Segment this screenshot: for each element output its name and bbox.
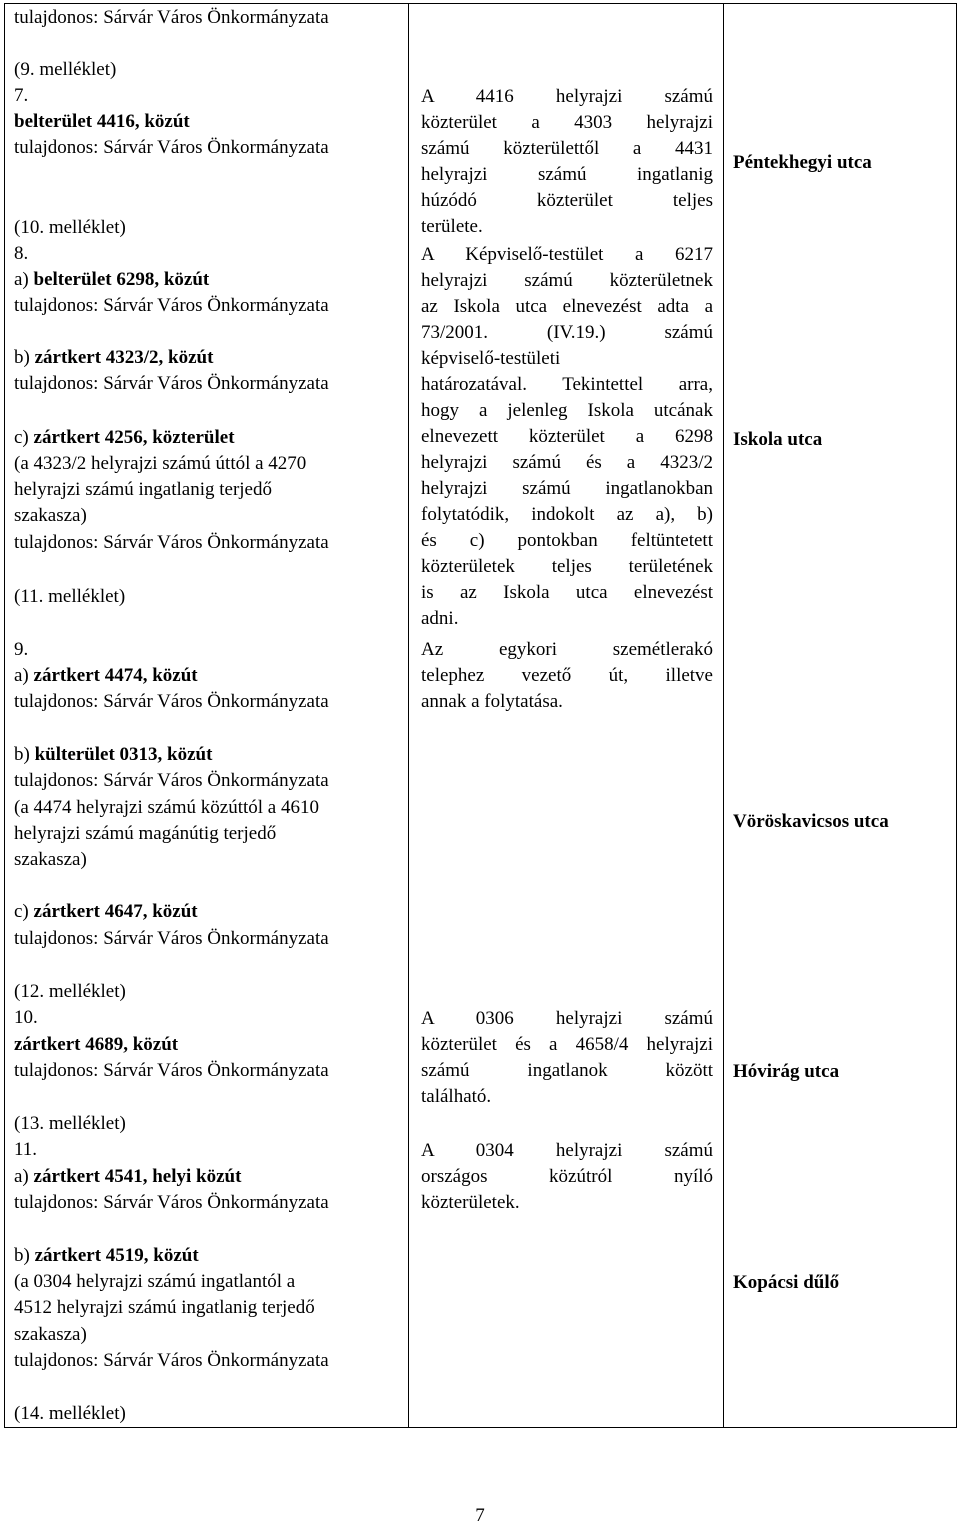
parcel-line: c) zártkert 4647, közút [14,901,198,922]
section-description: helyrajzi számú ingatlanig terjedő [14,479,272,500]
parcel-line: a) belterület 6298, közút [14,269,210,290]
parcel-line: b) zártkert 4519, közút [14,1245,199,1266]
paragraph-line: húzódó közterület teljes [421,190,713,211]
paragraph-line: annak a folytatása. [421,691,563,712]
paragraph-line: adni. [421,608,459,629]
owner-line: tulajdonos: Sárvár Város Önkormányzata [14,295,329,316]
justification-paragraph [421,637,713,715]
paragraph-line: hogy a jelenleg Iskola utcának [421,400,713,421]
owner-line: tulajdonos: Sárvár Város Önkormányzata [14,1350,329,1371]
table-border-right [956,3,957,1428]
paragraph-line: A Képviselő-testület a 6217 [421,244,713,265]
paragraph-line: képviselő-testületi [421,348,561,369]
paragraph-line: közterületek teljes területének [421,556,713,577]
paragraph-line: helyrajzi számú és a 4323/2 [421,452,713,473]
paragraph-line: közterületek. [421,1192,520,1213]
parcel-line: belterület 4416, közút [14,111,190,132]
street-name: Kopácsi dűlő [733,1272,840,1293]
justification-paragraph [421,84,713,240]
owner-line: tulajdonos: Sárvár Város Önkormányzata [14,137,329,158]
owner-line: tulajdonos: Sárvár Város Önkormányzata [14,1060,329,1081]
item-number: 9. [14,639,29,660]
justification-paragraph [421,1138,713,1216]
annex-ref: (9. melléklet) [14,59,117,80]
parcel-line: a) zártkert 4474, közút [14,665,198,686]
paragraph-line: Az egykori szemétlerakó [421,639,713,660]
owner-line: tulajdonos: Sárvár Város Önkormányzata [14,770,329,791]
paragraph-line: is az Iskola utca elnevezést [421,582,713,603]
item-number: 7. [14,85,29,106]
paragraph-line: az Iskola utca elnevezést adta a [421,296,713,317]
street-name: Péntekhegyi utca [733,152,872,173]
justification-paragraph [421,1006,713,1110]
item-number: 10. [14,1007,38,1028]
column-divider-1 [408,3,409,1428]
annex-ref: (12. melléklet) [14,981,126,1002]
table-border-bottom [4,1427,957,1428]
paragraph-line: A 0306 helyrajzi számú [421,1008,713,1029]
paragraph-line: 73/2001. (IV.19.) számú [421,322,713,343]
paragraph-line: közterület és a 4658/4 helyrajzi [421,1034,713,1055]
owner-line: tulajdonos: Sárvár Város Önkormányzata [14,7,329,28]
parcel-line: b) külterület 0313, közút [14,744,213,765]
street-name: Hóvirág utca [733,1061,840,1082]
annex-ref: (14. melléklet) [14,1403,126,1424]
street-name: Iskola utca [733,429,823,450]
column-divider-2 [723,3,724,1428]
section-description: (a 4323/2 helyrajzi számú úttól a 4270 [14,453,307,474]
owner-line: tulajdonos: Sárvár Város Önkormányzata [14,532,329,553]
paragraph-line: helyrajzi számú ingatlanokban [421,478,713,499]
section-description: szakasza) [14,849,87,870]
section-description: (a 4474 helyrajzi számú közúttól a 4610 [14,797,319,818]
paragraph-line: számú közterülettől a 4431 [421,138,713,159]
owner-line: tulajdonos: Sárvár Város Önkormányzata [14,1192,329,1213]
paragraph-line: A 4416 helyrajzi számú [421,86,713,107]
owner-line: tulajdonos: Sárvár Város Önkormányzata [14,928,329,949]
paragraph-line: közterület a 4303 helyrajzi [421,112,713,133]
paragraph-line: határozatával. Tekintettel arra, [421,374,713,395]
parcel-line: a) zártkert 4541, helyi közút [14,1166,242,1187]
paragraph-line: található. [421,1086,492,1107]
section-description: szakasza) [14,505,87,526]
annex-ref: (13. melléklet) [14,1113,126,1134]
item-number: 8. [14,243,29,264]
paragraph-line: telephez vezető út, illetve [421,665,713,686]
section-description: szakasza) [14,1324,87,1345]
item-number: 11. [14,1139,38,1160]
owner-line: tulajdonos: Sárvár Város Önkormányzata [14,373,329,394]
parcel-line: c) zártkert 4256, közterület [14,427,235,448]
paragraph-line: és c) pontokban feltüntetett [421,530,713,551]
paragraph-line: helyrajzi számú ingatlanig [421,164,713,185]
justification-paragraph [421,242,713,632]
page-number: 7 [475,1505,485,1526]
parcel-line: zártkert 4689, közút [14,1034,179,1055]
owner-line: tulajdonos: Sárvár Város Önkormányzata [14,691,329,712]
paragraph-line: A 0304 helyrajzi számú [421,1140,713,1161]
annex-ref: (10. melléklet) [14,217,126,238]
parcel-line: b) zártkert 4323/2, közút [14,347,214,368]
section-description: 4512 helyrajzi számú ingatlanig terjedő [14,1297,315,1318]
section-description: (a 0304 helyrajzi számú ingatlantól a [14,1271,296,1292]
table-border-top [4,3,957,4]
paragraph-line: elnevezett közterület a 6298 [421,426,713,447]
paragraph-line: helyrajzi számú közterületnek [421,270,713,291]
paragraph-line: számú ingatlanok között [421,1060,713,1081]
paragraph-line: folytatódik, indokolt az a), b) [421,504,713,525]
paragraph-line: területe. [421,216,483,237]
paragraph-line: országos közútról nyíló [421,1166,713,1187]
section-description: helyrajzi számú magánútig terjedő [14,823,277,844]
annex-ref: (11. melléklet) [14,586,126,607]
street-name: Vöröskavicsos utca [733,811,889,832]
table-border-left [4,3,5,1428]
